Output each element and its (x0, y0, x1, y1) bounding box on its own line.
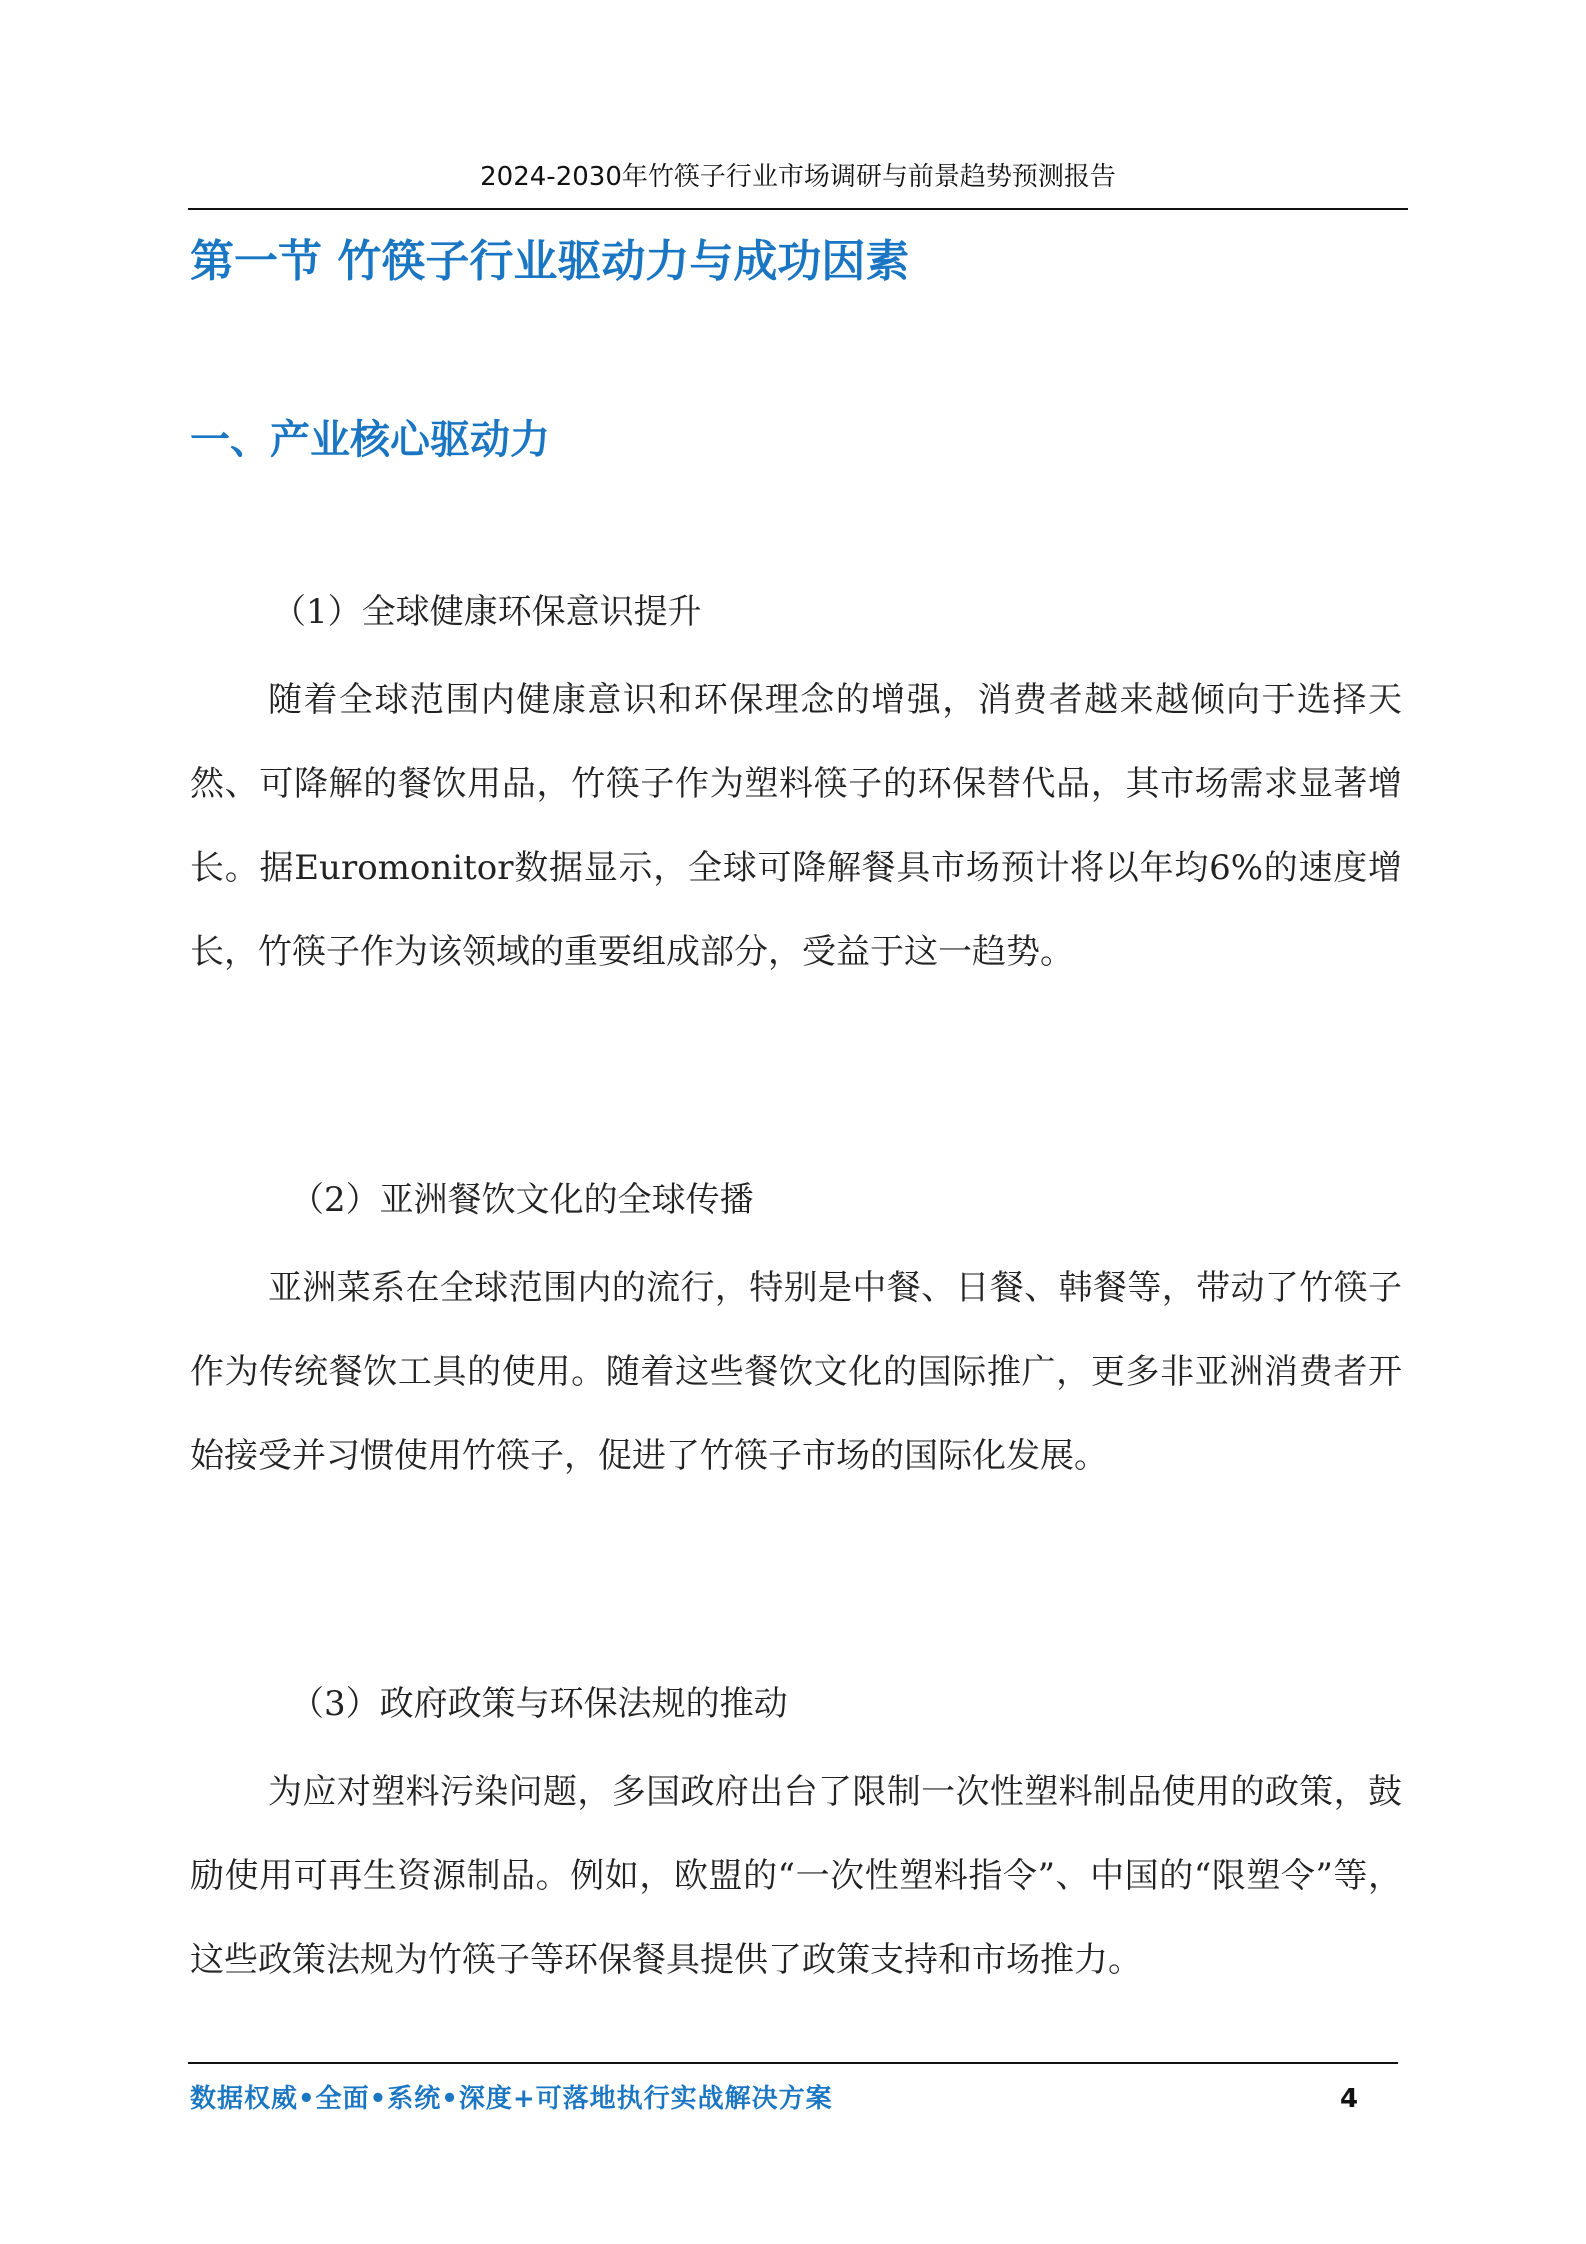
item-heading-3: （3）政府政策与环保法规的推动 (290, 1684, 788, 1724)
item-heading-1: （1）全球健康环保意识提升 (272, 592, 702, 632)
item-body-1: 随着全球范围内健康意识和环保理念的增强，消费者越来越倾向于选择天然、可降解的餐饮用品，竹筷子作为塑料筷子的环保替代品，其市场需求显著增长。据Euromonitor数据显示，全球可降解餐具市场预计将以年均6%的速度增长，竹筷子作为该领域的重要组成部分，受益于这一趋势。 (190, 680, 1402, 972)
footer-slogan: 数据权威•全面•系统•深度+可落地执行实战解决方案 (190, 2084, 833, 2114)
header-divider (188, 208, 1408, 210)
subsection-title: 一、产业核心驱动力 (190, 417, 550, 463)
page-number: 4 (1340, 2084, 1359, 2114)
item-heading-2: （2）亚洲餐饮文化的全球传播 (290, 1180, 754, 1220)
running-header-title: 2024-2030年竹筷子行业市场调研与前景趋势预测报告 (480, 162, 1116, 192)
item-body-3: 为应对塑料污染问题，多国政府出台了限制一次性塑料制品使用的政策，鼓励使用可再生资源制品。例如，欧盟的“一次性塑料指令”、中国的“限塑令”等，这些政策法规为竹筷子等环保餐具提供了政策支持和市场推力。 (190, 1772, 1402, 1980)
footer-divider (188, 2062, 1398, 2064)
item-body-2: 亚洲菜系在全球范围内的流行，特别是中餐、日餐、韩餐等，带动了竹筷子作为传统餐饮工具的使用。随着这些餐饮文化的国际推广，更多非亚洲消费者开始接受并习惯使用竹筷子，促进了竹筷子市场的国际化发展。 (190, 1268, 1402, 1476)
section-title: 第一节 竹筷子行业驱动力与成功因素 (190, 236, 910, 287)
